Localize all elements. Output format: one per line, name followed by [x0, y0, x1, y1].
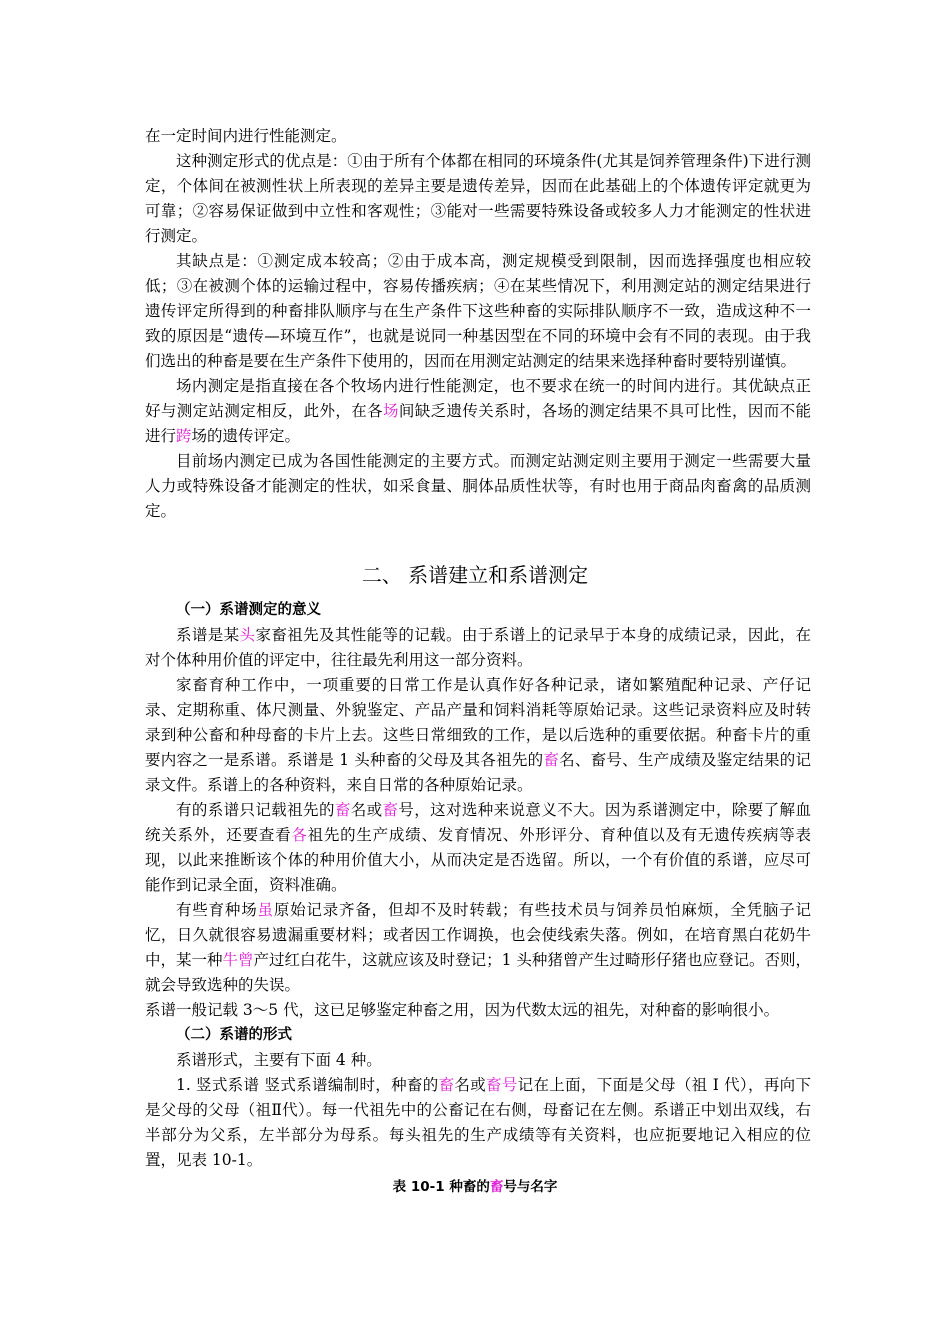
highlighted-text: 畜: [543, 751, 560, 769]
paragraph-disadvantages: 其缺点是：①测定成本较高；②由于成本高，测定规模受到限制，因而选择强度也相应较低；③在被测个体的运输过程中，容易传播疾病；④在某些情况下，利用测定站的测定结果进行遗传评定所得到的种畜排队顺序与在生产条件下这些种畜的实际排队顺序不一致，造成这种不一致的原因是“遗传—环境互作”，也就是说同一种基因型在不同的环境中会有不同的表现。由于我们选出的种畜是要在生产条件下使用的，因而在用测定站测定的结果来选择种畜时要特别谨慎。: [145, 252, 811, 370]
text-run: 表 10-1 种畜的: [392, 1179, 490, 1195]
text-run: 1. 竖式系谱 竖式系谱编制时，种畜的: [176, 1076, 439, 1094]
highlighted-text: 跨: [176, 427, 192, 445]
paragraph-on-farm-testing: [145, 374, 811, 449]
text-run: 家畜祖先及其性能等的记载。由于系谱上的记录早于本身的成绩记录，因此，在对个体种用价值的评定中，往往最先利用这一部分资料。: [145, 626, 811, 669]
text-run: 场的遗传评定。: [191, 427, 301, 445]
paragraph-pedigree-value: [145, 798, 811, 898]
highlighted-text: 场: [382, 402, 399, 420]
subsection-heading-1: （一）系谱测定的意义: [176, 602, 321, 618]
text-run: 祖先的生产成绩、发育情况、外形评分、育种值以及有无遗传疾病等表现，以此来推断该个体的种用价值大小，从而决定是否选留。所以，一个有价值的系谱，应尽可能作到记录全面，资料准确。: [145, 826, 811, 894]
section-title: 二、 系谱建立和系谱测定: [361, 563, 589, 587]
highlighted-text: 虽: [257, 901, 274, 919]
paragraph-continuation: 在一定时间内进行性能测定。: [145, 127, 347, 145]
text-run: 号与名字: [503, 1179, 558, 1195]
paragraph-pedigree-definition: [145, 623, 811, 673]
subsection-heading-2: （二）系谱的形式: [176, 1027, 292, 1043]
section2-body: [145, 598, 811, 1173]
paragraph-vertical-pedigree: [145, 1073, 811, 1173]
section1-body: [145, 124, 811, 524]
paragraph-forms-intro: 系谱形式，主要有下面 4 种。: [176, 1051, 382, 1069]
highlighted-text: 各: [291, 826, 308, 844]
text-run: 名或: [454, 1076, 487, 1094]
paragraph-current-practice: 目前场内测定已成为各国性能测定的主要方式。而测定站测定则主要用于测定一些需要大量人力或特殊设备才能测定的性状，如采食量、胴体品质性状等，有时也用于商品肉畜禽的品质测定。: [145, 452, 811, 520]
table-caption: [0, 1175, 950, 1195]
highlighted-text: 牛曾: [222, 951, 254, 969]
text-run: 家畜育种工作中，一项重要的日常工作是认真作好各种记录，诸如繁殖配种记录、产仔记录、定期称重、体尺测量、外貌鉴定、产品产量和饲料消耗等原始记录。这些记录资料应及时转录到种公畜和种母畜的卡片上去。这些日常细致的工作，是以后选种的重要依据。种畜卡片的重要内容之一是系谱。系谱是 1 头种畜的父母及其各祖先的: [145, 676, 811, 769]
text-run: 场内测定是指直接在各个牧场内进行性能测定，也不要求在统一的时间内进行。其优缺点正好与测定站测定相反，此外，在各: [145, 377, 811, 420]
paragraph-generations: 系谱一般记载 3～5 代，这已足够鉴定种畜之用，因为代数太远的祖先，对种畜的影响很小。: [145, 1001, 780, 1019]
text-run: 有些育种场: [176, 901, 258, 919]
text-run: 产过红白花牛，这就应该及时登记；1 头种猪曾产生过畸形仔猪也应登记。否则，就会导致选种的失误。: [145, 951, 811, 994]
text-run: 原始记录齐备，但却不及时转载；有些技术员与饲养员怕麻烦，全凭脑子记忆，日久就很容易遗漏重要材料；或者因工作调换，也会使线索失落。例如，在培育黑白花奶牛中，某一种: [145, 901, 811, 969]
text-run: 名或: [350, 801, 383, 819]
text-run: 系谱是某: [176, 626, 240, 644]
text-run: 间缺乏遗传关系时，各场的测定结果不具可比性，因而不能进行: [145, 402, 811, 445]
paragraph-records: [145, 673, 811, 798]
paragraph-record-keeping: [145, 898, 811, 998]
highlighted-text: 畜号: [486, 1076, 518, 1094]
highlighted-text: 畜: [489, 1179, 504, 1195]
text-run: 有的系谱只记载祖先的: [176, 801, 335, 819]
highlighted-text: 畜: [334, 801, 351, 819]
text-run: 名、畜号、生产成绩及鉴定结果的记录文件。系谱上的各种资料，来自日常的各种原始记录。: [145, 751, 811, 794]
highlighted-text: 畜: [438, 1076, 455, 1094]
highlighted-text: 头: [239, 626, 256, 644]
highlighted-text: 畜: [382, 801, 399, 819]
text-run: 记在上面，下面是父母（祖 I 代），再向下是父母的父母（祖Ⅱ代）。每一代祖先中的公畜记在右侧，母畜记在左侧。系谱正中划出双线，右半部分为父系，左半部分为母系。每头祖先的生产成绩等有关资料，也应扼要地记入相应的位置，见表 10-1。: [145, 1076, 811, 1169]
text-run: 号，这对选种来说意义不大。因为系谱测定中，除要了解血统关系外，还要查看: [145, 801, 811, 844]
paragraph-advantages: 这种测定形式的优点是：①由于所有个体都在相同的环境条件(尤其是饲养管理条件)下进行测定，个体间在被测性状上所表现的差异主要是遗传差异，因而在此基础上的个体遗传评定就更为可靠；②容易保证做到中立性和客观性；③能对一些需要特殊设备或较多人力才能测定的性状进行测定。: [145, 152, 811, 245]
